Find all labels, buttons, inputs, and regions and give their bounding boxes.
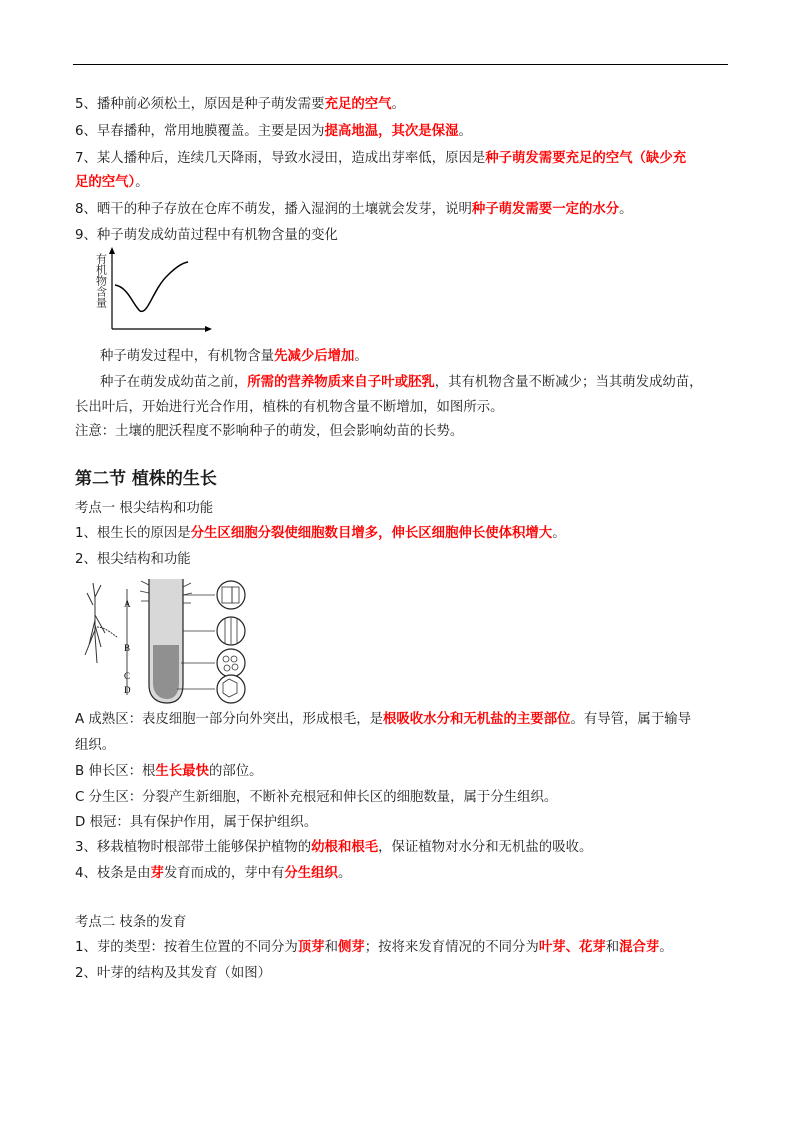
zone-label-c: C: [124, 671, 131, 681]
zone-b: [75, 762, 263, 782]
header-rule: [73, 64, 728, 65]
cell-circle-maturation: [217, 581, 245, 609]
item-8: [75, 200, 633, 220]
bud-line-1: [75, 938, 673, 958]
item-7-line1: [75, 149, 686, 169]
graph-y-arrow: [109, 247, 115, 254]
bud-answer-terminal: 顶芽: [297, 940, 325, 955]
bud-line-1-text-mid: ；按将来发育情况的不同分为: [364, 940, 539, 955]
item-7-line2: [75, 173, 149, 193]
item-8-text: 8、晒干的种子存放在仓库不萌发，播入湿润的土壤就会发芽，说明: [75, 202, 472, 217]
root-line-4-answer-2: 分生组织: [284, 866, 338, 881]
zone-label-d: D: [124, 685, 131, 695]
zone-a-text-cont: 组织。: [75, 738, 116, 753]
zone-a-text-end: 。有导管，属于输导: [570, 712, 691, 727]
item-5-text: 5、播种前必须松土，原因是种子萌发需要: [75, 97, 325, 112]
note: [75, 422, 463, 442]
key-point-2-text: 考点二 枝条的发育: [75, 915, 187, 930]
root-line-4: [75, 864, 351, 884]
punct: 。: [135, 175, 149, 190]
para-3: [75, 398, 504, 418]
item-5: [75, 95, 405, 115]
zone-a-text: A 成熟区：表皮细胞一部分向外突出，形成根毛，是: [75, 712, 384, 727]
zone-d-text: D 根冠：具有保护作用，属于保护组织。: [75, 815, 318, 830]
organic-matter-graph: [88, 247, 218, 339]
bud-line-2: [75, 964, 271, 984]
para-2: [100, 373, 703, 393]
note-text: 注意：土壤的肥沃程度不影响种子的萌发，但会影响幼苗的长势。: [75, 424, 464, 439]
root-line-1: [75, 524, 566, 544]
item-7-answer-part2: 足的空气）: [75, 175, 136, 190]
bud-line-2-text: 2、叶芽的结构及其发育（如图）: [75, 966, 271, 981]
item-5-answer: 充足的空气: [324, 97, 392, 112]
zone-b-text-end: 的部位。: [208, 764, 263, 779]
para-1-answer: 先减少后增加: [274, 349, 355, 364]
zone-c-text: C 分生区：分裂产生新细胞，不断补充根冠和伸长区的细胞数量，属于分生组织。: [75, 790, 558, 805]
punct: 。: [354, 349, 368, 364]
punct: 。: [619, 202, 633, 217]
bud-answer-mixed: 混合芽: [619, 940, 660, 955]
item-6-answer: 提高地温，其次是保湿: [324, 124, 459, 139]
para-2-answer: 所需的营养物质来自子叶或胚乳: [247, 375, 435, 390]
root-tip-figure: [75, 575, 255, 705]
zone-d: [75, 813, 317, 833]
zone-b-text: B 伸长区：根: [75, 764, 156, 779]
meristem-shading: [153, 645, 179, 699]
zone-a-line1: [75, 710, 691, 730]
para-1: [100, 347, 368, 367]
graph-x-arrow: [205, 326, 212, 332]
root-line-4-text-mid: 发育而成的，芽中有: [163, 866, 285, 881]
root-line-3: [75, 838, 592, 858]
root-line-4-answer-1: 芽: [150, 866, 164, 881]
cell-circle-meristem: [217, 649, 245, 677]
item-9-text: 9、种子萌发成幼苗过程中有机物含量的变化: [75, 228, 338, 243]
punct: 。: [391, 97, 405, 112]
conj: 和: [324, 940, 338, 955]
key-point-2: [75, 913, 186, 933]
root-line-2: [75, 550, 191, 570]
punct: 。: [458, 124, 472, 139]
zone-b-answer: 生长最快: [155, 764, 209, 779]
root-line-3-text: 3、移栽植物时根部带土能够保护植物的: [75, 840, 312, 855]
root-line-1-text: 1、根生长的原因是: [75, 526, 191, 541]
para-1-text: 种子萌发过程中，有机物含量: [100, 349, 275, 364]
punct: 。: [337, 866, 352, 881]
cell-circle-rootcap: [217, 675, 245, 703]
para-3-text: 长出叶后，开始进行光合作用，植株的有机物含量不断增加，如图所示。: [75, 400, 504, 415]
root-line-1-answer: 分生区细胞分裂使细胞数目增多，伸长区细胞伸长使体积增大: [190, 526, 553, 541]
para-2-text: 种子在萌发成幼苗之前，: [100, 375, 248, 390]
root-line-3-answer: 幼根和根毛: [311, 840, 379, 855]
key-point-1: [75, 499, 213, 519]
section-2-title: 第二节 植株的生长: [75, 469, 217, 489]
key-point-1-text: 考点一 根尖结构和功能: [75, 501, 214, 516]
zone-a-line2: [75, 736, 115, 756]
punct: 。: [552, 526, 566, 541]
zone-c: [75, 788, 557, 808]
bud-answer-lateral: 侧芽: [337, 940, 365, 955]
zone-a-answer: 根吸收水分和无机盐的主要部位: [383, 712, 571, 727]
bud-answer-leaf-flower: 叶芽、花芽: [538, 940, 606, 955]
para-2-text-end: ，其有机物含量不断减少；当其萌发成幼苗，: [434, 375, 703, 390]
zone-label-a: A: [124, 599, 131, 609]
root-line-3-text-end: ，保证植物对水分和无机盐的吸收。: [378, 840, 593, 855]
item-6: [75, 122, 472, 142]
conj: 和: [605, 940, 620, 955]
root-line-2-text: 2、根尖结构和功能: [75, 552, 191, 567]
bud-line-1-text: 1、芽的类型：按着生位置的不同分为: [75, 940, 298, 955]
item-6-text: 6、早春播种，常用地膜覆盖。主要是因为: [75, 124, 325, 139]
item-7-answer-part1: 种子萌发需要充足的空气（缺少充: [485, 151, 687, 166]
item-8-answer: 种子萌发需要一定的水分: [471, 202, 620, 217]
root-line-4-text: 4、枝条是由: [75, 866, 151, 881]
zone-label-b: B: [124, 643, 131, 653]
item-7-text: 7、某人播种后，连续几天降雨，导致水浸田，造成出芽率低，原因是: [75, 151, 486, 166]
item-9: [75, 226, 338, 246]
seedling-sketch: [85, 583, 117, 663]
graph-ylabel: 有机物含量: [94, 253, 108, 308]
punct: 。: [659, 940, 673, 955]
graph-curve: [115, 262, 188, 311]
